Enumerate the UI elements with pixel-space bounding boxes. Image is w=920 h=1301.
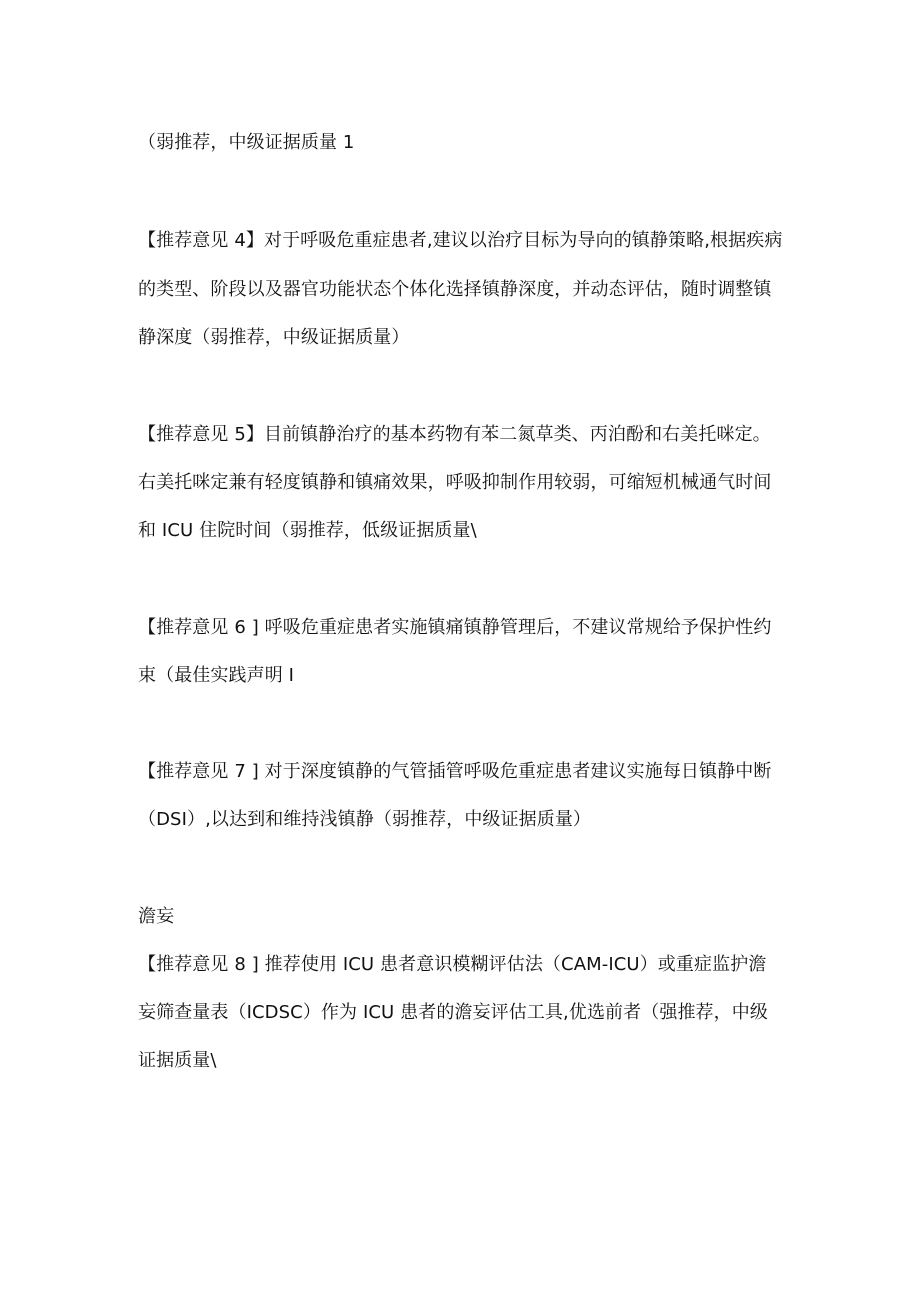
- recommendation-4-line-1: 【推荐意见 4】对于呼吸危重症患者,建议以治疗目标为导向的镇静策略,根据疾病: [138, 230, 783, 251]
- text-line: （弱推荐，中级证据质量 1: [138, 132, 355, 153]
- recommendation-4-line-2: 的类型、阶段以及器官功能状态个体化选择镇静深度，并动态评估，随时调整镇: [138, 279, 772, 300]
- recommendation-4-line-3: 静深度（弱推荐，中级证据质量）: [138, 327, 410, 348]
- recommendation-8-line-1: 【推荐意见 8 ] 推荐使用 ICU 患者意识模糊评估法（CAM-ICU）或重症监护澹: [138, 954, 767, 975]
- recommendation-6-line-1: 【推荐意见 6 ] 呼吸危重症患者实施镇痛镇静管理后，不建议常规给予保护性约: [138, 617, 772, 638]
- recommendation-5-line-3: 和 ICU 住院时间（弱推荐，低级证据质量\: [138, 520, 477, 541]
- recommendation-6-line-2: 束（最佳实践声明 I: [138, 665, 295, 686]
- recommendation-5-line-2: 右美托咪定兼有轻度镇静和镇痛效果，呼吸抑制作用较弱，可缩短机械通气时间: [138, 472, 772, 493]
- recommendation-8-line-3: 证据质量\: [138, 1050, 217, 1071]
- section-heading: 澹妄: [138, 906, 175, 927]
- recommendation-5-line-1: 【推荐意见 5】目前镇静治疗的基本药物有苯二氮草类、丙泊酚和右美托咪定。: [138, 424, 771, 445]
- recommendation-7-line-1: 【推荐意见 7 ] 对于深度镇静的气管插管呼吸危重症患者建议实施每日镇静中断: [138, 761, 772, 782]
- recommendation-8-line-2: 妄筛查量表（ICDSC）作为 ICU 患者的澹妄评估工具,优选前者（强推荐，中级: [138, 1002, 768, 1023]
- recommendation-7-line-2: （DSI）,以达到和维持浅镇静（弱推荐，中级证据质量）: [138, 809, 592, 830]
